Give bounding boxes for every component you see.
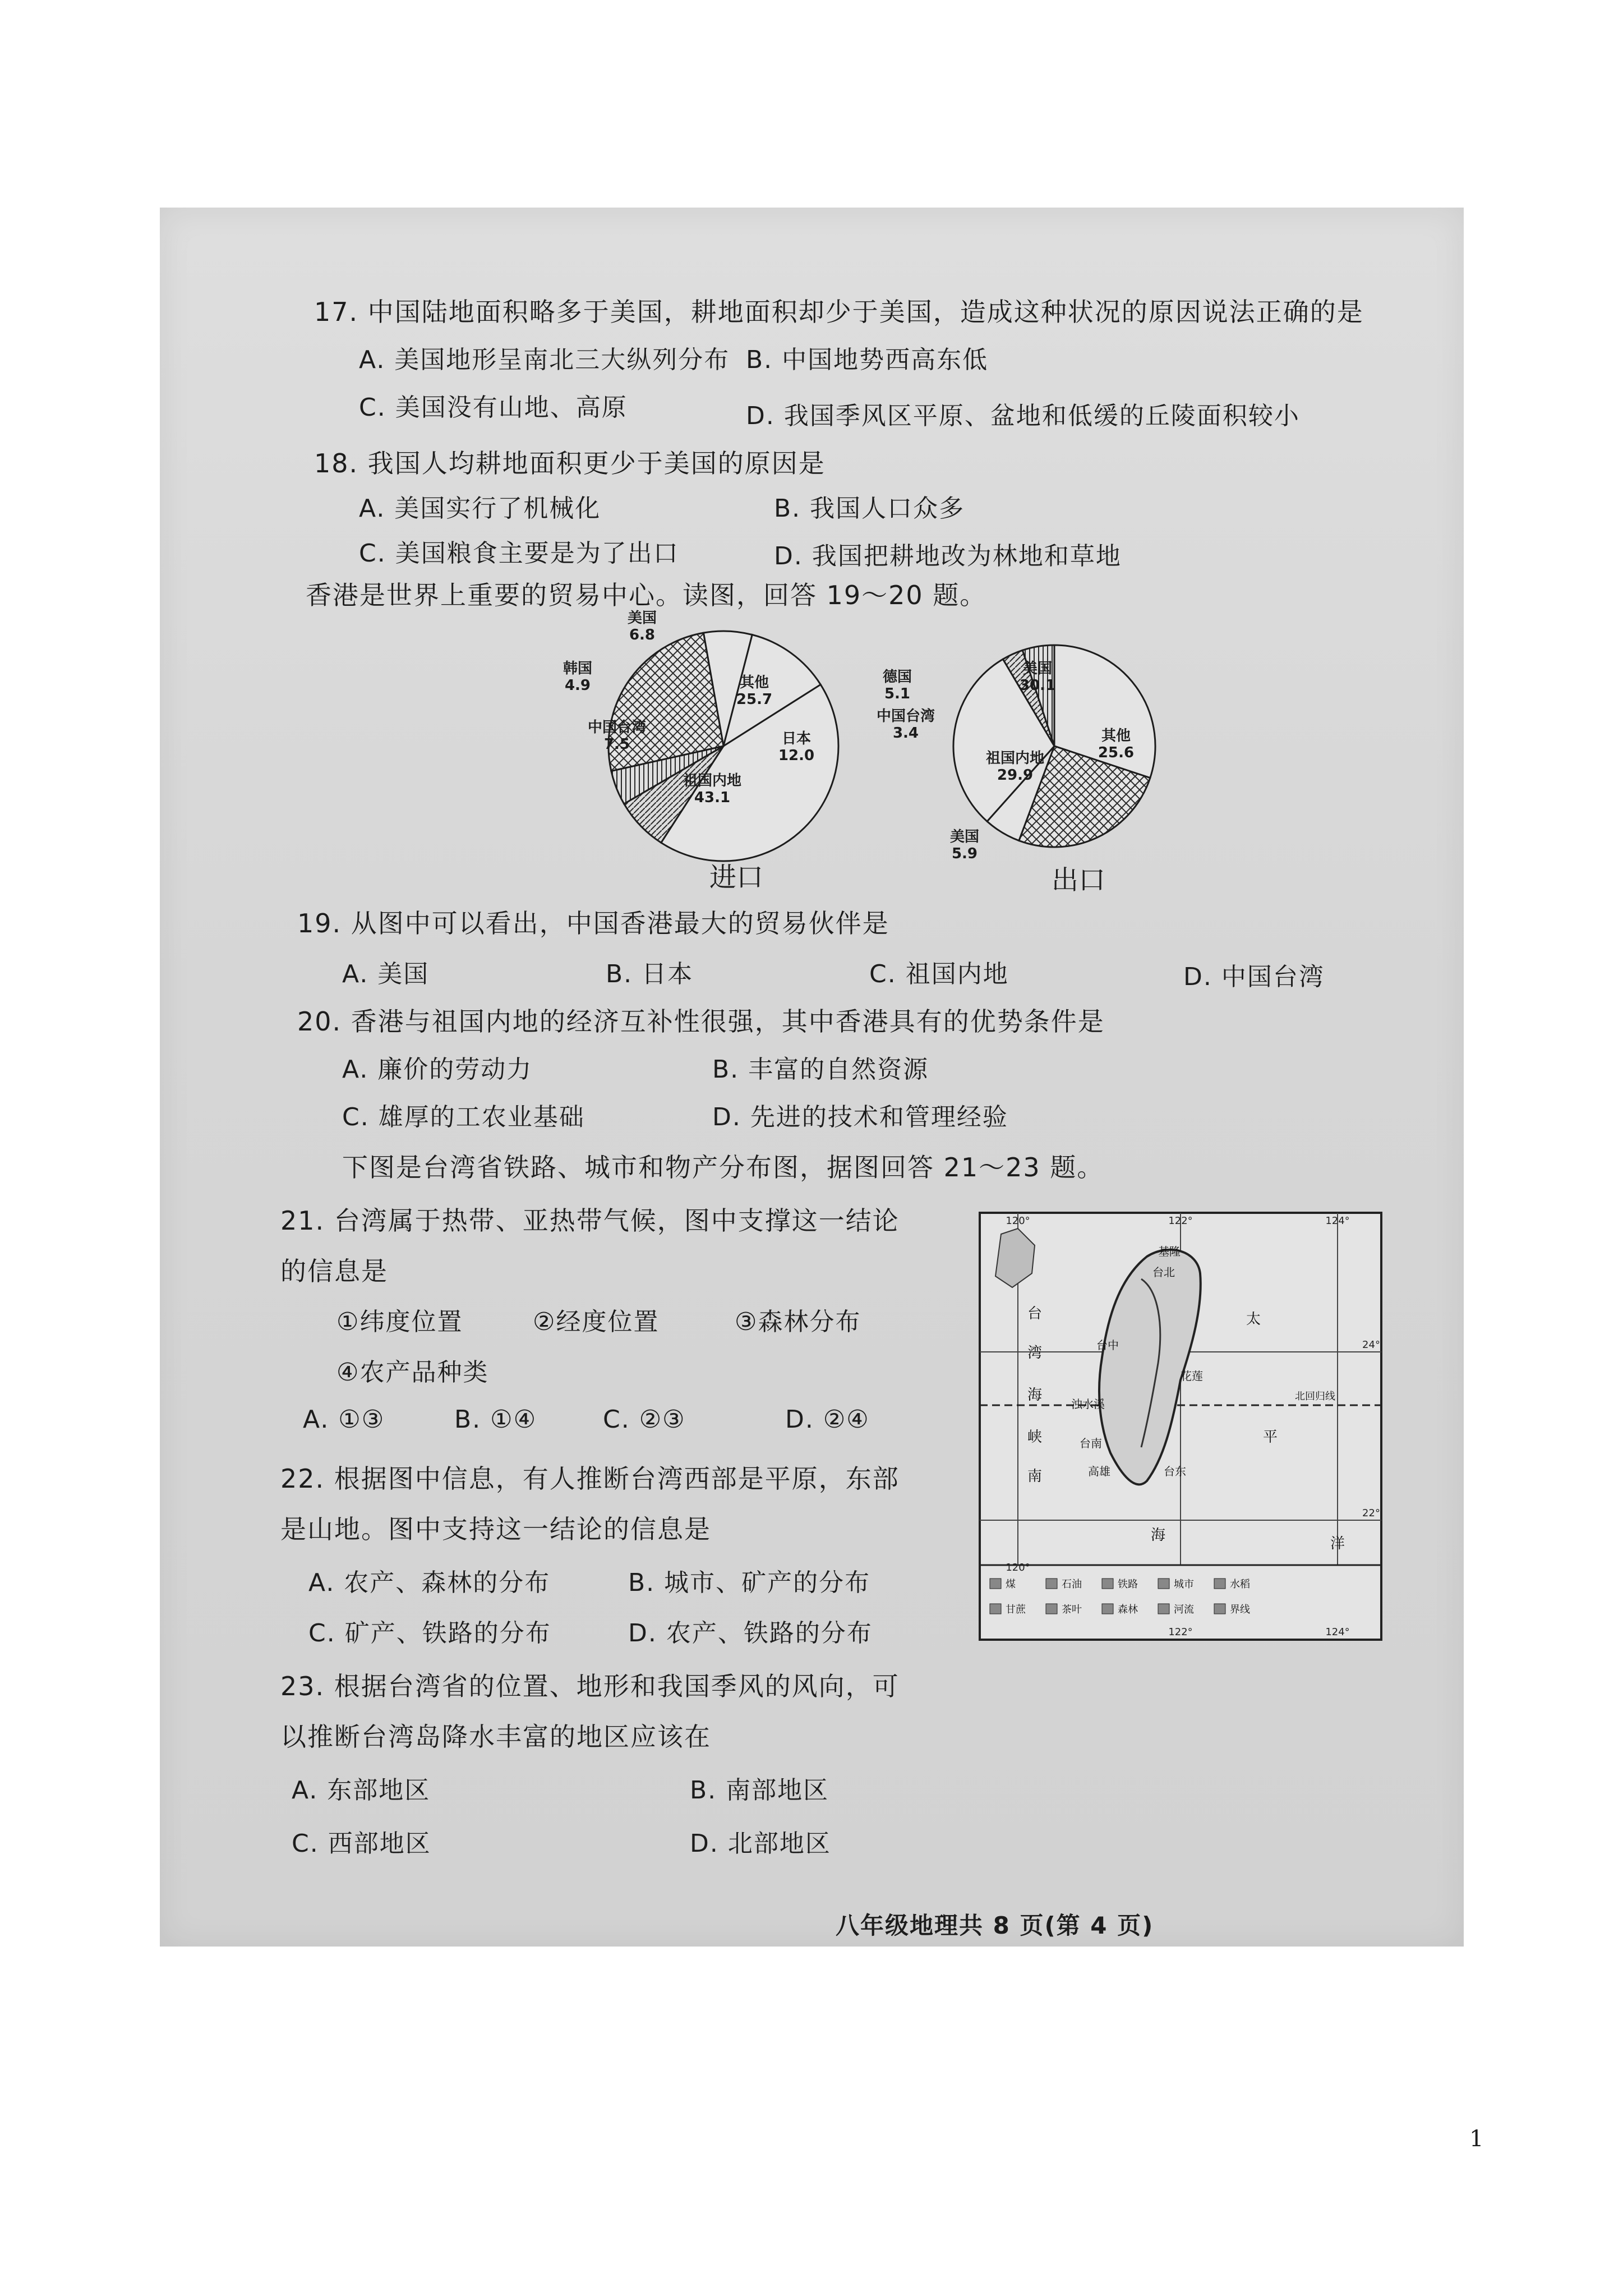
q21-item-1: ①纬度位置 — [336, 1308, 463, 1336]
map-lon-label: 122° — [1168, 1215, 1193, 1227]
page-footer: 八年级地理共 8 页(第 4 页) — [836, 1912, 1154, 1939]
q21-option-c: C. ②③ — [603, 1405, 686, 1434]
q19-option-b: B. 日本 — [606, 960, 694, 988]
map-sea-label: 洋 — [1330, 1535, 1345, 1552]
q18-option-b: B. 我国人口众多 — [774, 494, 965, 523]
map-legend-swatch — [1046, 1579, 1057, 1589]
map-city-label: 台南 — [1080, 1437, 1102, 1450]
q23-option-c: C. 西部地区 — [292, 1829, 431, 1858]
q21-item-2: ②经度位置 — [533, 1308, 660, 1336]
map-legend-swatch — [1214, 1579, 1225, 1589]
map-lon-label: 120° — [1006, 1215, 1030, 1227]
q22-option-a: A. 农产、森林的分布 — [308, 1568, 551, 1597]
import-value-5: 25.7 — [736, 691, 773, 708]
map-lon-label: 122° — [1168, 1626, 1193, 1638]
import-label-1: 日本 — [781, 730, 811, 747]
map-tropic-label: 北回归线 — [1295, 1391, 1335, 1402]
map-city-label: 浊水溪 — [1071, 1397, 1105, 1411]
q23-stem-line1: 23. 根据台湾省的位置、地形和我国季风的风向，可 — [280, 1671, 900, 1701]
export-label-3: 祖国内地 — [985, 750, 1045, 767]
q18-option-d: D. 我国把耕地改为林地和草地 — [774, 542, 1122, 570]
map-legend-label: 水稻 — [1230, 1579, 1250, 1590]
map-legend-label: 铁路 — [1118, 1579, 1138, 1590]
map-sea-label: 海 — [1027, 1387, 1043, 1404]
export-caption: 出口 — [1052, 864, 1106, 896]
import-label-0: 美国 — [627, 610, 657, 627]
q22-stem-line1: 22. 根据图中信息，有人推断台湾西部是平原，东部 — [280, 1464, 900, 1494]
export-pie — [877, 645, 1155, 862]
q19-option-d: D. 中国台湾 — [1183, 963, 1325, 991]
map-sea-label: 平 — [1262, 1429, 1278, 1446]
map-sea-label: 太 — [1246, 1311, 1261, 1328]
export-label-4: 中国台湾 — [876, 708, 935, 725]
import-pie — [563, 610, 838, 861]
map-legend-label: 城市 — [1174, 1579, 1194, 1590]
export-value-3: 29.9 — [997, 767, 1034, 784]
map-legend-label: 茶叶 — [1062, 1604, 1082, 1616]
page-number: 1 — [1469, 2126, 1484, 2152]
q19-stem: 19. 从图中可以看出，中国香港最大的贸易伙伴是 — [297, 908, 889, 938]
map-sea-label: 湾 — [1027, 1345, 1043, 1361]
export-value-5: 5.1 — [884, 685, 911, 702]
map-legend-label: 河流 — [1174, 1604, 1194, 1616]
q22-stem-line2: 是山地。图中支持这一结论的信息是 — [280, 1514, 711, 1544]
map-legend-swatch — [1158, 1579, 1169, 1589]
import-label-4: 韩国 — [562, 660, 593, 677]
q22-option-c: C. 矿产、铁路的分布 — [308, 1619, 551, 1648]
import-value-2: 43.1 — [694, 789, 731, 806]
q20-option-c: C. 雄厚的工农业基础 — [342, 1103, 585, 1131]
q21-item-3: ③森林分布 — [735, 1308, 861, 1336]
import-caption: 进口 — [709, 862, 764, 893]
q20-option-a: A. 廉价的劳动力 — [342, 1055, 533, 1084]
trade-pie-charts — [561, 606, 1234, 898]
map-legend-label: 甘蔗 — [1006, 1604, 1026, 1616]
map-city-label: 台北 — [1152, 1266, 1175, 1279]
import-label-5: 其他 — [739, 674, 769, 691]
q17-stem: 17. 中国陆地面积略多于美国，耕地面积却少于美国，造成这种状况的原因说法正确的是 — [314, 297, 1364, 327]
map-legend-swatch — [990, 1579, 1001, 1589]
taiwan-map — [979, 1212, 1382, 1641]
import-value-1: 12.0 — [778, 747, 815, 764]
q21-option-d: D. ②④ — [785, 1405, 870, 1434]
export-label-2: 美国 — [949, 829, 980, 845]
q21-stem-line2: 的信息是 — [280, 1256, 388, 1286]
map-legend-swatch — [1102, 1579, 1113, 1589]
import-label-3: 中国台湾 — [587, 719, 647, 736]
q21-option-a: A. ①③ — [303, 1405, 385, 1434]
map-lat-label: 24° — [1362, 1339, 1380, 1351]
export-value-1: 25.6 — [1098, 744, 1135, 761]
q21-stem-line1: 21. 台湾属于热带、亚热带气候，图中支撑这一结论 — [280, 1205, 900, 1236]
q19-option-a: A. 美国 — [342, 960, 430, 988]
export-label-0: 美国 — [1022, 660, 1053, 677]
import-value-4: 4.9 — [564, 677, 591, 694]
import-value-3: 7.5 — [603, 736, 630, 753]
map-city-label: 台中 — [1096, 1338, 1119, 1352]
q18-stem: 18. 我国人均耕地面积更少于美国的原因是 — [314, 448, 826, 478]
q23-option-d: D. 北部地区 — [690, 1829, 831, 1858]
map-legend-label: 煤 — [1006, 1579, 1016, 1590]
map-legend-swatch — [1214, 1604, 1225, 1614]
export-value-4: 3.4 — [892, 725, 919, 742]
q23-option-b: B. 南部地区 — [690, 1776, 829, 1805]
map-legend-label: 石油 — [1062, 1579, 1082, 1590]
map-legend-swatch — [990, 1604, 1001, 1614]
q17-option-c: C. 美国没有山地、高原 — [359, 393, 628, 422]
map-lat-label: 22° — [1362, 1507, 1380, 1519]
map-city-label: 高雄 — [1088, 1465, 1110, 1478]
map-city-label: 台东 — [1164, 1465, 1186, 1478]
export-value-2: 5.9 — [951, 845, 978, 862]
q21-option-b: B. ①④ — [454, 1405, 537, 1434]
export-value-0: 30.1 — [1019, 677, 1056, 694]
map-sea-label: 海 — [1150, 1527, 1166, 1544]
q22-option-b: B. 城市、矿产的分布 — [628, 1568, 871, 1597]
map-city-label: 基隆 — [1158, 1245, 1181, 1258]
map-legend-swatch — [1158, 1604, 1169, 1614]
q20-stem: 20. 香港与祖国内地的经济互补性很强，其中香港具有的优势条件是 — [297, 1006, 1105, 1037]
map-legend-swatch — [1046, 1604, 1057, 1614]
q17-option-b: B. 中国地势西高东低 — [746, 346, 989, 374]
map-sea-label: 南 — [1027, 1468, 1043, 1485]
q20-option-d: D. 先进的技术和管理经验 — [712, 1103, 1008, 1131]
map-city-label: 花莲 — [1181, 1369, 1203, 1383]
export-label-1: 其他 — [1101, 728, 1131, 744]
q18-option-a: A. 美国实行了机械化 — [359, 494, 601, 523]
import-label-2: 祖国内地 — [683, 772, 742, 789]
map-legend-label: 森林 — [1118, 1604, 1138, 1616]
map-legend-label: 界线 — [1230, 1604, 1250, 1616]
q17-option-a: A. 美国地形呈南北三大纵列分布 — [359, 346, 730, 374]
map-lon-label: 124° — [1325, 1215, 1350, 1227]
q23-option-a: A. 东部地区 — [292, 1776, 431, 1805]
import-value-0: 6.8 — [629, 627, 656, 643]
q21-item-4: ④农产品种类 — [336, 1358, 489, 1387]
map-legend-swatch — [1102, 1604, 1113, 1614]
q20-option-b: B. 丰富的自然资源 — [712, 1055, 929, 1084]
map-sea-label: 峡 — [1027, 1429, 1043, 1446]
q19-option-c: C. 祖国内地 — [869, 960, 1009, 988]
q18-option-c: C. 美国粮食主要是为了出口 — [359, 539, 679, 568]
map-sea-label: 台 — [1027, 1305, 1043, 1322]
intro-19-20: 香港是世界上重要的贸易中心。读图，回答 19～20 题。 — [306, 580, 987, 610]
q17-option-d: D. 我国季风区平原、盆地和低缓的丘陵面积较小 — [746, 402, 1300, 430]
q23-stem-line2: 以推断台湾岛降水丰富的地区应该在 — [280, 1722, 711, 1752]
export-label-5: 德国 — [882, 669, 912, 685]
map-lon-label: 124° — [1325, 1626, 1350, 1638]
map-lon-label: 120° — [1006, 1562, 1030, 1573]
q22-option-d: D. 农产、铁路的分布 — [628, 1619, 873, 1648]
intro-21-23: 下图是台湾省铁路、城市和物产分布图，据图回答 21～23 题。 — [342, 1152, 1104, 1182]
